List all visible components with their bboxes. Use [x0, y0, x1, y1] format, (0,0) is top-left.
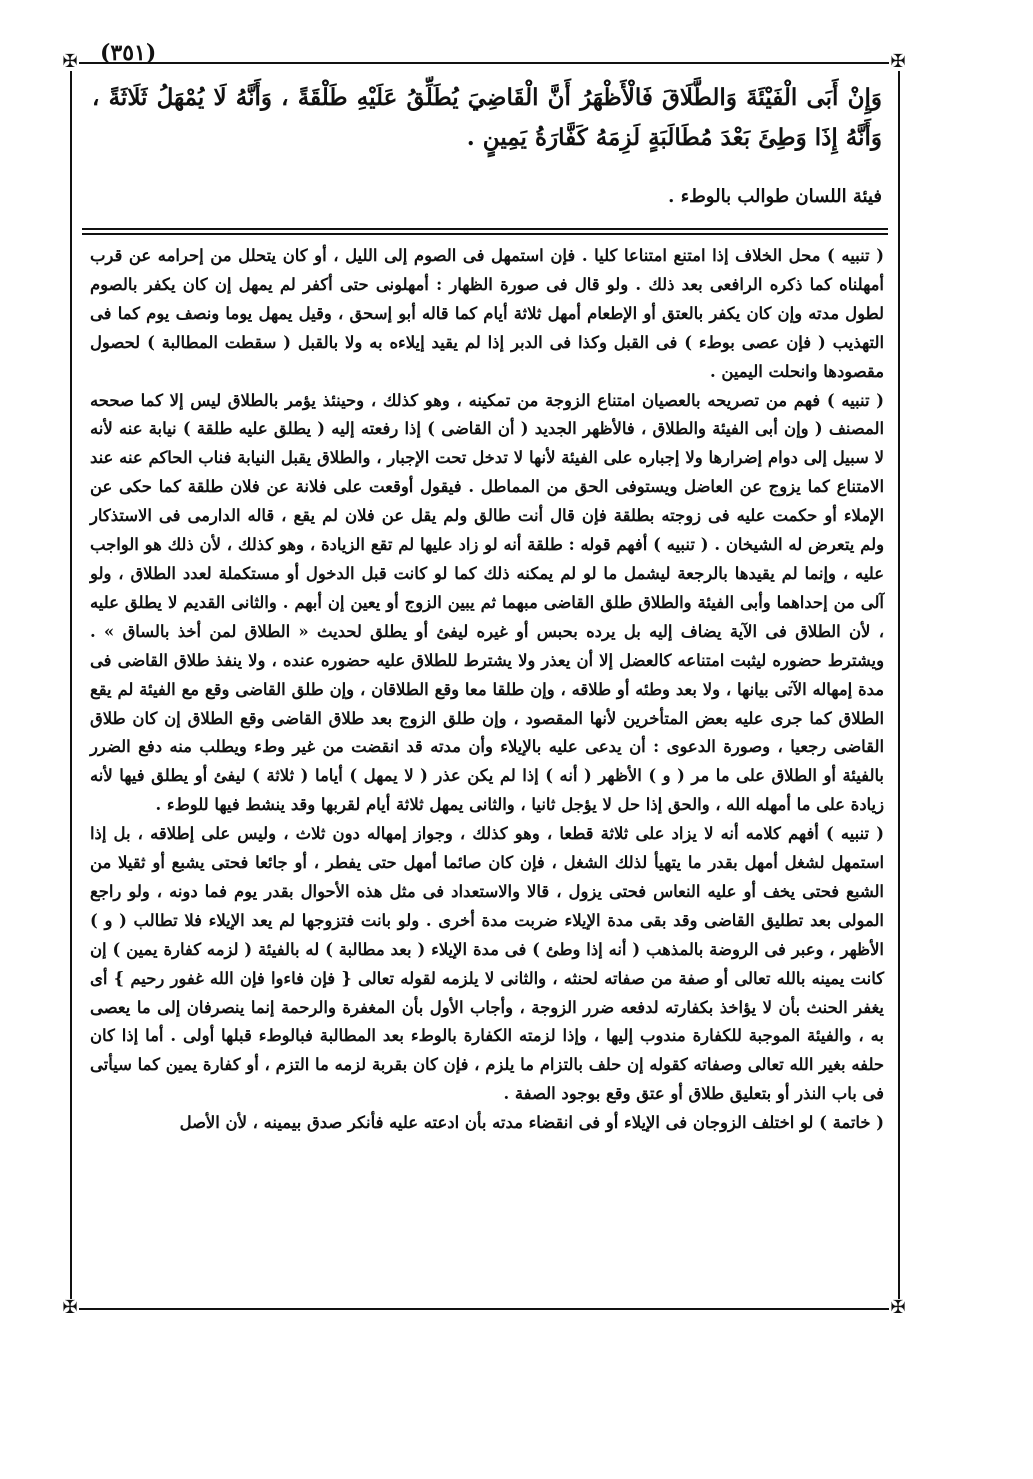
main-text: وَإِنْ أَبَى الْفَيْئَةَ وَالطَّلَاقَ فَالْأَظْهَرُ أَنَّ الْقَاضِيَ يُطَلِّقُ عَلَيْهِ طَلْقَةً ، وَأَنَّهُ لَا يُمْهَلُ ثَلَاثَةً ، وَأَنَّهُ إِذَا وَطِئَ بَعْدَ مُطَالَبَةٍ لَزِمَهُ كَفَّارَةُ يَمِينٍ . — [92, 84, 882, 151]
frame-top-rule — [70, 62, 898, 64]
corner-ornament-icon: ✠ — [62, 51, 78, 72]
main-text-gloss: فيئة اللسان طوالب بالوطء . — [668, 186, 882, 207]
frame-bottom-rule — [70, 1308, 898, 1310]
corner-ornament-icon: ✠ — [62, 1297, 78, 1318]
commentary-paragraph: ( تنبيه ) محل الخلاف إذا امتنع امتناعا كليا . فإن استمهل فى الصوم إلى الليل ، أو كان يتحلل من إحرامه عن قرب أمهلناه كما ذكره الرافعى بعد ذلك . ولو قال فى صورة الظهار : أمهلونى حتى أكفر لم يمهل إن كان يكفر بالصوم لطول مدته وإن كان يكفر بالعتق أو الإطعام أمهل ثلاثة أيام كما قاله أبو إسحق ، وقيل يمهل يوما ونصف يوم كما فى التهذيب ( فإن عصى بوطء ) فى القبل وكذا فى الدبر إذا لم يقيد إيلاءه به ولا بالقبل ( سقطت المطالبة ) لحصول مقصودها وانحلت اليمين . — [90, 246, 884, 381]
page-number: (٣٥١) — [100, 40, 157, 66]
commentary-paragraph: ( تنبيه ) أفهم كلامه أنه لا يزاد على ثلاثة قطعا ، وهو كذلك ، وجواز إمهاله دون ثلاث ، وليس على إطلاقه ، بل إذا استمهل لشغل أمهل بقدر ما يتهيأ لذلك الشغل ، فإن كان صائما أمهل حتى يفطر ، أو جائعا فحتى يشبع أو ثقيلا من الشبع فحتى يخف أو عليه النعاس فحتى يزول ، قالا والاستعداد فى مثل هذه الأحوال بقدر يوم فما دونه ، ولو راجع المولى بعد تطليق القاضى وقد بقى مدة الإيلاء ضربت مدة أخرى . ولو بانت فتزوجها لم يعد الإيلاء فلا تطالب ( و ) الأظهر ، وعبر فى الروضة بالمذهب ( أنه إذا وطئ ) فى مدة الإيلاء ( بعد مطالبة ) له بالفيئة ( لزمه كفارة يمين ) إن كانت يمينه بالله تعالى أو صفة من صفاته لحنثه ، والثانى لا يلزمه لقوله تعالى { فإن فاءوا فإن الله غفور رحيم } أى يغفر الحنث بأن لا يؤاخذ بكفارته لدفعه ضرر الزوجة ، وأجاب الأول بأن المغفرة والرحمة إنما ينصرفان إلى ما يعصى به ، والفيئة الموجبة للكفارة مندوب إليها ، وإذا لزمته الكفارة بالوطء بعد المطالبة فبالوطء قبلها أولى . أما إذا كان حلفه بغير الله تعالى وصفاته كقوله إن حلف بالتزام ما يلزم ، فإن كان بقربة لزمه ما التزم ، أو كفارة يمين كما سيأتى فى باب النذر أو بتعليق طلاق أو عتق وقع بوجود الصفة . — [90, 824, 885, 1104]
corner-ornament-icon: ✠ — [890, 1297, 906, 1318]
section-divider — [82, 233, 888, 235]
section-divider — [82, 228, 888, 230]
corner-ornament-icon: ✠ — [890, 51, 906, 72]
commentary-paragraph: ( خاتمة ) لو اختلف الزوجان فى الإيلاء أو فى انقضاء مدته بأن ادعته عليه فأنكر صدق بيمينه ، لأن الأصل — [179, 1113, 884, 1133]
commentary — [90, 242, 884, 1138]
commentary-paragraph: ( تنبيه ) فهم من تصريحه بالعصيان امتناع الزوجة من تمكينه ، وهو كذلك ، وحينئذ يؤمر بالطلاق ليس إلا كما صححه المصنف ( وإن أبى الفيئة والطلاق ، فالأظهر الجديد ( أن القاضى ) إذا رفعته إليه ( يطلق عليه طلقة ) نيابة عنه لأنه لا سبيل إلى دوام إضرارها ولا إجباره على الفيئة لأنها لا تدخل تحت الإجبار ، والطلاق يقبل النيابة فناب الحاكم عنه عند الامتناع كما يزوج عن العاضل ويستوفى الحق من المماطل . فيقول أوقعت على فلانة عن فلان طلقة كما حكى عن الإملاء أو حكمت عليه فى زوجته بطلقة فإن قال أنت طالق ولم يقل عن فلان لم يقع ، قاله الدارمى فى الاستذكار ولم يتعرض له الشيخان . ( تنبيه ) أفهم قوله : طلقة أنه لو زاد عليها لم تقع الزيادة ، وهو كذلك ، لأن ذلك هو الواجب عليه ، وإنما لم يقيدها بالرجعة ليشمل ما لو لم يمكنه ذلك كما لو كانت قبل الدخول أو مستكملة لعدد الطلاق ، ولو آلى من إحداهما وأبى الفيئة والطلاق طلق القاضى مبهما ثم يبين الزوج أو يعين إن أبهم . والثانى القديم لا يطلق عليه ، لأن الطلاق فى الآية يضاف إليه بل يرده بحبس أو غيره ليفئ أو يطلق لحديث « الطلاق لمن أخذ بالساق » . ويشترط حضوره ليثبت امتناعه كالعضل إلا أن يعذر ولا يشترط للطلاق عليه حضوره عنده ، ولا ينفذ طلاق القاضى فى مدة إمهاله الآتى بيانها ، ولا بعد وطئه أو طلاقه ، وإن طلقا معا وقع الطلاقان ، وإن طلق القاضى وقع مع الفيئة لم يقع الطلاق كما جرى عليه بعض المتأخرين لأنها المقصود ، وإن طلق الزوج بعد طلاق القاضى وقع الطلاق إن كان طلاق القاضى رجعيا ، وصورة الدعوى : أن يدعى عليه بالإيلاء وأن مدته قد انقضت من غير وطء ويطلب منه دفع الضرر بالفيئة أو الطلاق على ما مر ( و ) الأظهر ( أنه ) إذا لم يكن عذر ( لا يمهل ) أياما ( ثلاثة ) ليفئ أو يطلق فيها لأنه زيادة على ما أمهله الله ، والحق إذا حل لا يؤجل ثانيا ، والثانى يمهل ثلاثة أيام لقربها وقد ينشط فيها للوطء . — [90, 390, 884, 815]
